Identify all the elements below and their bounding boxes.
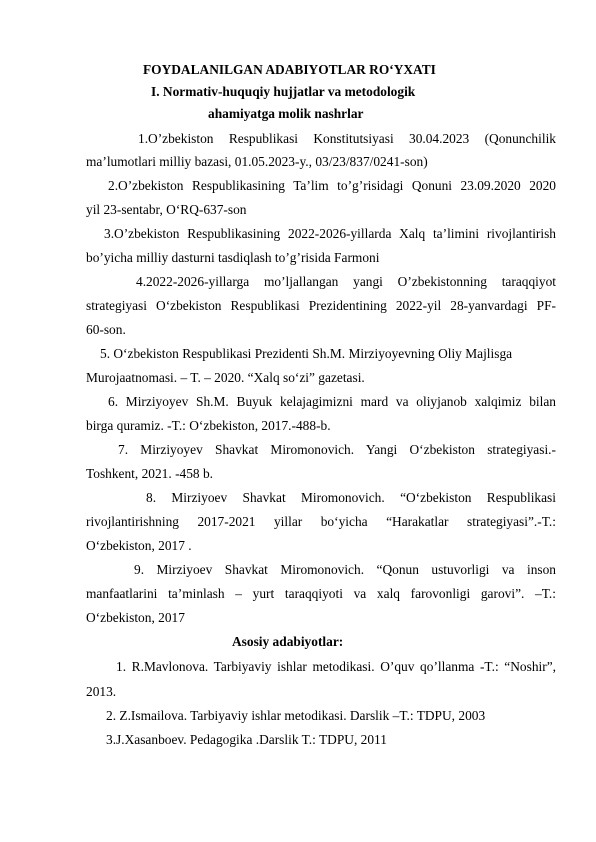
section1-heading-cont: ahamiyatga molik nashrlar (208, 106, 364, 121)
reference-item-9: 9. Mirziyoev Shavkat Miromonovich. “Qonun ustuvorligi va inson (134, 562, 556, 577)
reference-item-5: 5. O‘zbekiston Respublikasi Prezidenti Sh.M. Mirziyoyevning Oliy Majlisga (100, 346, 513, 361)
main-reference-item-1: 1. R.Mavlonova. Tarbiyaviy ishlar metodikasi. O’quv qo’llanma -T.: “Noshir”, (116, 659, 556, 674)
reference-item-2: 2.O’zbekiston Respublikasining Ta’lim to’g’risidagi Qonuni 23.09.2020 2020 (108, 178, 556, 193)
reference-item-6-cont: birga quramiz. -T.: O‘zbekiston, 2017.-488-b. (86, 418, 331, 433)
reference-item-8-end: O‘zbekiston, 2017 . (86, 538, 192, 553)
reference-item-1-cont: ma’lumotlari milliy bazasi, 01.05.2023-y., 03/23/837/0241-son) (86, 154, 428, 169)
reference-item-1: 1.O’zbekiston Respublikasi Konstitutsiyasi 30.04.2023 (Qonunchilik (138, 131, 556, 146)
reference-item-9-end: O‘zbekiston, 2017 (86, 610, 185, 625)
reference-item-9-cont: manfaatlarini ta’minlash – yurt taraqqiyoti va xalq farovonligi garovi”. –T.: (86, 586, 556, 601)
main-reference-item-3: 3.J.Xasanboev. Pedagogika .Darslik T.: TDPU, 2011 (106, 732, 387, 747)
reference-item-8-cont: rivojlantirishning 2017-2021 yillar bo‘yicha “Harakatlar strategiyasi”.-T.: (86, 514, 556, 529)
reference-item-5-cont: Murojaatnomasi. – T. – 2020. “Xalq so‘zi” gazetasi. (86, 370, 365, 385)
reference-item-7-cont: Toshkent, 2021. -458 b. (86, 466, 214, 481)
section2-heading: Asosiy adabiyotlar: (232, 634, 344, 649)
section1-heading: I. Normativ-huquqiy hujjatlar va metodologik (151, 84, 416, 99)
reference-item-2-cont: yil 23-sentabr, O‘RQ-637-son (86, 202, 247, 217)
reference-item-4: 4.2022-2026-yillarga mo’ljallangan yangi O’zbekistonning taraqqiyot (136, 274, 556, 289)
reference-item-3-cont: bo’yicha milliy dasturni tasdiqlash to’g’risida Farmoni (86, 250, 380, 265)
reference-item-4-end: 60-son. (86, 322, 126, 337)
main-reference-item-1-cont: 2013. (86, 684, 117, 699)
reference-item-6: 6. Mirziyoyev Sh.M. Buyuk kelajagimizni mard va oliyjanob xalqimiz bilan (108, 394, 556, 409)
page-title: FOYDALANILGAN ADABIYOTLAR RO‘YXATI (143, 62, 436, 77)
reference-item-7: 7. Mirziyoyev Shavkat Miromonovich. Yangi O‘zbekiston strategiyasi.- (118, 442, 556, 457)
reference-item-8: 8. Mirziyoev Shavkat Miromonovich. “O‘zbekiston Respublikasi (146, 490, 556, 505)
reference-item-3: 3.O’zbekiston Respublikasining 2022-2026-yillarda Xalq ta’limini rivojlantirish (104, 226, 556, 241)
main-reference-item-2: 2. Z.Ismailova. Tarbiyaviy ishlar metodikasi. Darslik –T.: TDPU, 2003 (106, 708, 486, 723)
reference-item-4-cont: strategiyasi O‘zbekiston Respublikasi Prezidentining 2022-yil 28-yanvardagi PF- (86, 298, 556, 313)
